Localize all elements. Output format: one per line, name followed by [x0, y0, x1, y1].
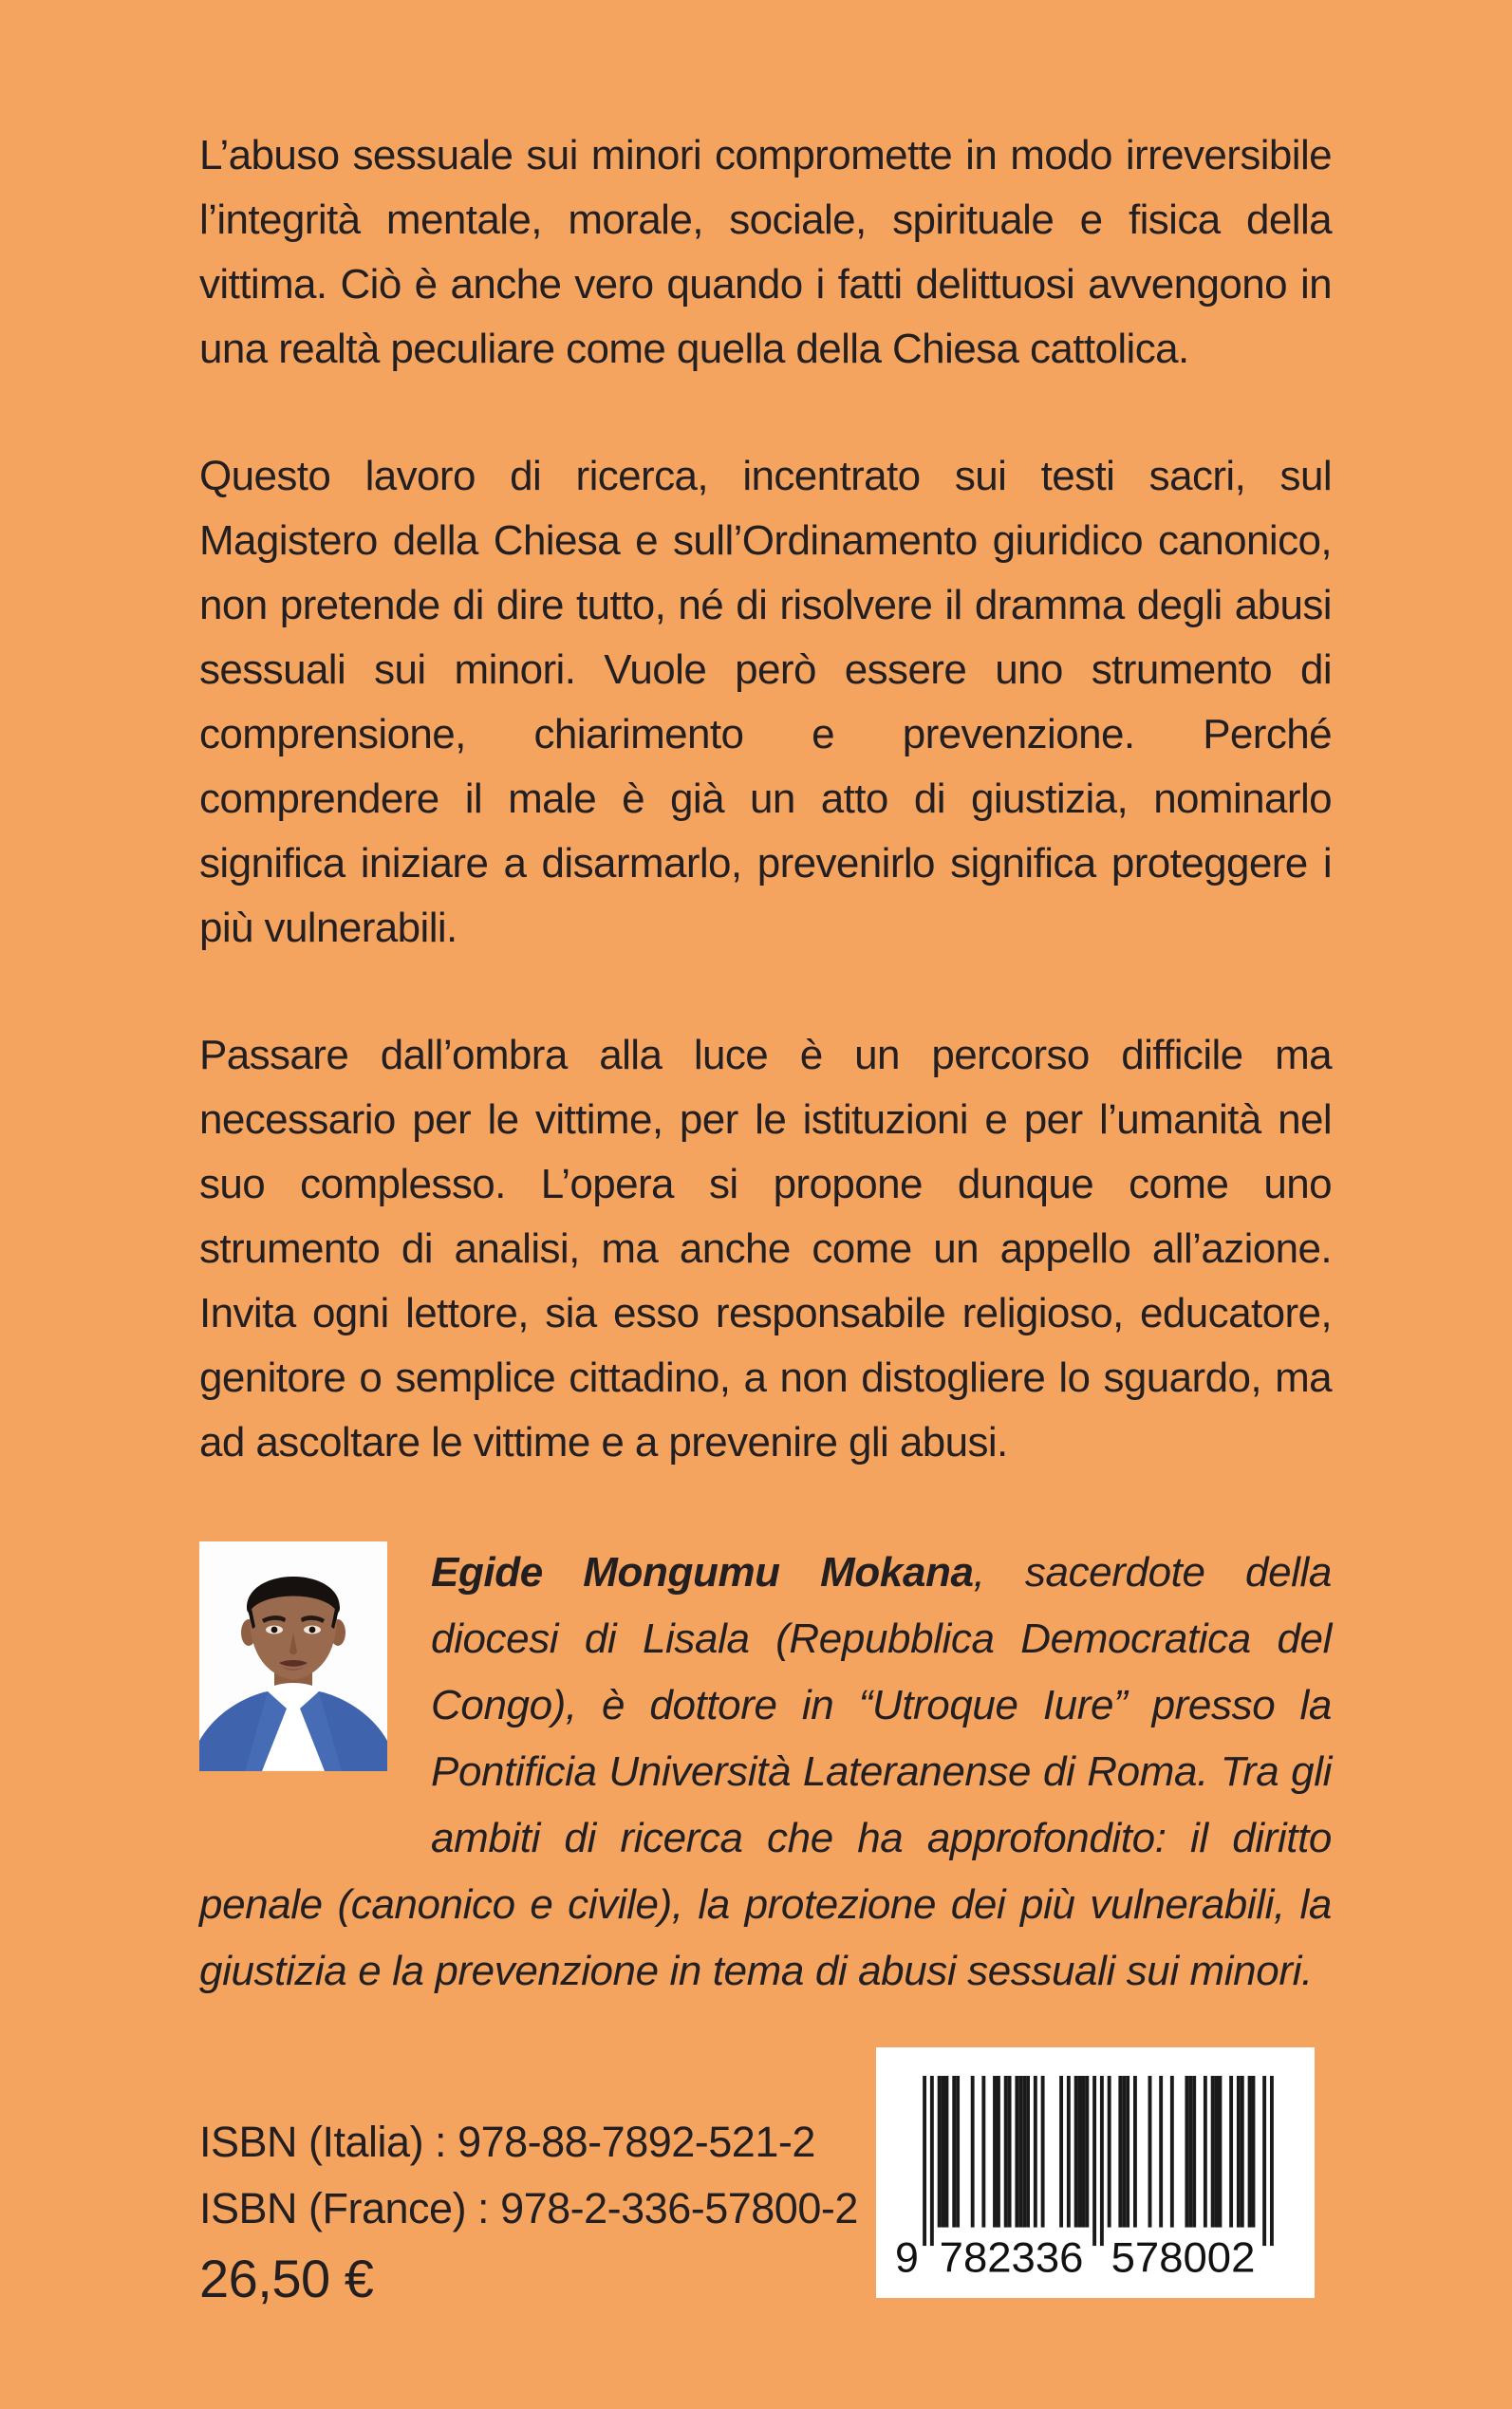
synopsis	[199, 123, 1332, 1475]
author-portrait-image	[199, 1541, 387, 1771]
synopsis-paragraph-1: L’abuso sessuale sui minori compromette in modo irreversibile l’integrità mentale, morale, sociale, spirituale e fisica della vittima. Ciò è anche vero quando i fatti delittuosi avvengono in una realtà peculiare come quella della Chiesa cattolica.	[199, 132, 1332, 372]
author-section	[199, 1540, 1332, 2005]
author-bio-text: , sacerdote della diocesi di Lisala (Repubblica Democratica del Congo), è dottore in “Utroque Iure” presso la Pontificia Università Lateranense di Roma. Tra gli ambiti di ricerca che ha approfondito: il diritto penale (canonico e civile), la protezione dei più vulnerabili, la giustizia e la prevenzione in tema di abusi sessuali sui minori.	[199, 1549, 1332, 1994]
price: 26,50 €	[199, 2249, 374, 2308]
synopsis-paragraph-2: Questo lavoro di ricerca, incentrato sui testi sacri, sul Magistero della Chiesa e sull’Ordinamento giuridico canonico, non pretende di dire tutto, né di risolvere il dramma degli abusi sessuali sui minori. Vuole però essere uno strumento di comprensione, chiarimento e prevenzione. Perché comprendere il male è già un atto di giustizia, nominarlo significa iniziare a disarmarlo, prevenirlo significa proteggere i più vulnerabili.	[199, 453, 1332, 951]
synopsis-paragraph-3: Passare dall’ombra alla luce è un percorso difficile ma necessario per le vittime, per le istituzioni e per l’umanità nel suo complesso. L’opera si propone dunque come uno strumento di analisi, ma anche come un appello all’azione. Invita ogni lettore, sia esso responsabile religioso, educatore, genitore o semplice cittadino, a non distogliere lo sguardo, ma ad ascoltare le vittime e a prevenire gli abusi.	[199, 1032, 1332, 1466]
isbn-block	[199, 2109, 858, 2242]
barcode	[876, 2047, 1315, 2298]
author-name: Egide Mongumu Mokana	[431, 1549, 974, 1596]
isbn-france: ISBN (France) : 978-2-336-57800-2	[199, 2184, 858, 2232]
svg-text:9: 9	[894, 2233, 919, 2282]
svg-text:578002: 578002	[1111, 2233, 1256, 2282]
isbn-italia: ISBN (Italia) : 978-88-7892-521-2	[199, 2118, 815, 2166]
barcode-svg	[893, 2076, 1303, 2283]
svg-text:782336: 782336	[939, 2233, 1084, 2282]
author-photo	[199, 1541, 387, 1771]
